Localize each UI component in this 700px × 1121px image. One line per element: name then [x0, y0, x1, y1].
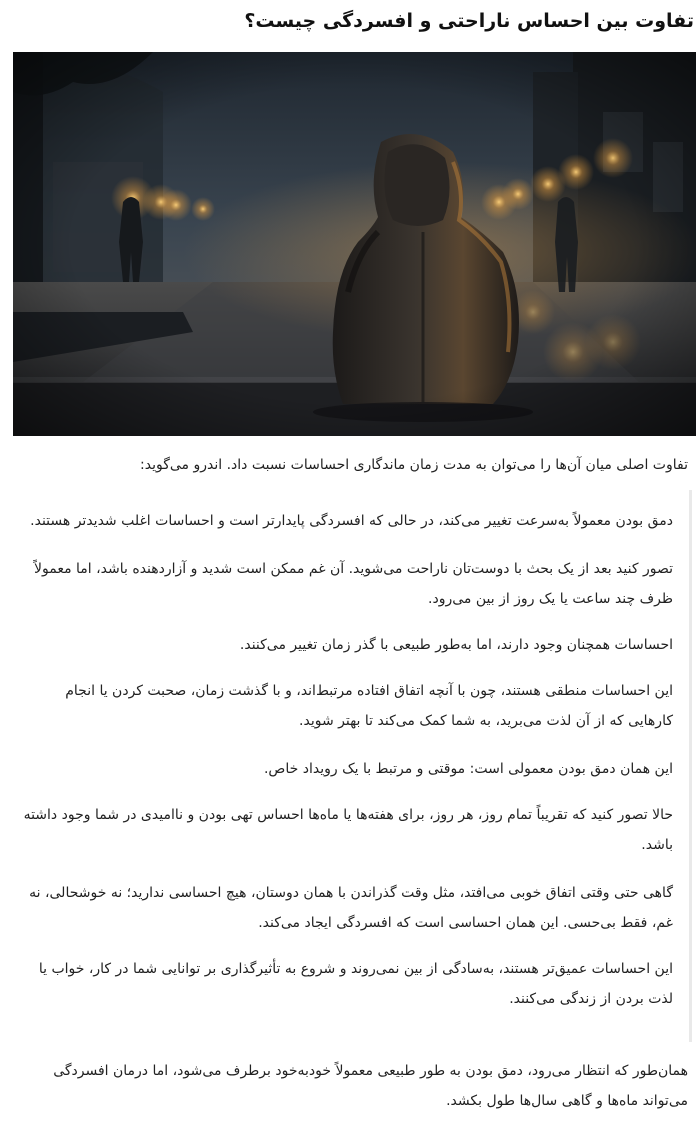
- quote-paragraph-1: دمق بودن معمولاً به‌سرعت تغییر می‌کند، در حالی که افسردگی پایدارتر است و احساسات اغلب شدیدتر هستند.: [30, 513, 673, 529]
- article-title: تفاوت بین احساس ناراحتی و افسردگی چیست؟: [244, 10, 694, 32]
- quote-paragraph-3: احساسات همچنان وجود دارند، اما به‌طور طبیعی با گذر زمان تغییر می‌کنند.: [239, 637, 673, 653]
- quote-paragraph-5: این همان دمق بودن معمولی است: موقتی و مرتبط با یک رویداد خاص.: [263, 761, 673, 777]
- hooded-person-photo-icon: [13, 52, 696, 436]
- quote-paragraph-7: گاهی حتی وقتی اتفاق خوبی می‌افتد، مثل وقت گذراندن با همان دوستان، هیچ احساسی ندارید؛ نه خوشحالی، نه غم، فقط بی‌حسی. این همان احساسی است که افسردگی ایجاد می‌کند.: [29, 885, 673, 931]
- intro-paragraph: تفاوت اصلی میان آن‌ها را می‌توان به مدت زمان ماندگاری احساسات نسبت داد. اندرو می‌گوید:: [140, 457, 688, 473]
- hero-image: [13, 52, 696, 436]
- quote-paragraph-4: این احساسات منطقی هستند، چون با آنچه اتفاق افتاده مرتبط‌اند، و با گذشت زمان، صحبت کردن یا انجام کارهایی که از آن لذت می‌برید، به شما کمک می‌کند تا بهتر شوید.: [65, 683, 673, 729]
- outro-paragraph: همان‌طور که انتظار می‌رود، دمق بودن به طور طبیعی معمولاً خودبه‌خود برطرف می‌شود، اما درمان افسردگی می‌تواند ماه‌ها و گاهی سال‌ها طول بکشد.: [53, 1063, 688, 1109]
- quote-paragraph-8: این احساسات عمیق‌تر هستند، به‌سادگی از بین نمی‌روند و شروع به تأثیرگذاری بر توانایی شما در کار، خواب یا لذت بردن از زندگی می‌کنند.: [38, 961, 673, 1007]
- quote-paragraph-6: حالا تصور کنید که تقریباً تمام روز، هر روز، برای هفته‌ها یا ماه‌ها احساس تهی بودن و ناامیدی در شما وجود داشته باشد.: [23, 807, 673, 853]
- blockquote: [12, 490, 692, 1042]
- quote-paragraph-2: تصور کنید بعد از یک بحث با دوست‌تان ناراحت می‌شوید. آن غم ممکن است شدید و آزاردهنده باشد، اما معمولاً ظرف چند ساعت یا یک روز از بین می‌رود.: [34, 561, 673, 607]
